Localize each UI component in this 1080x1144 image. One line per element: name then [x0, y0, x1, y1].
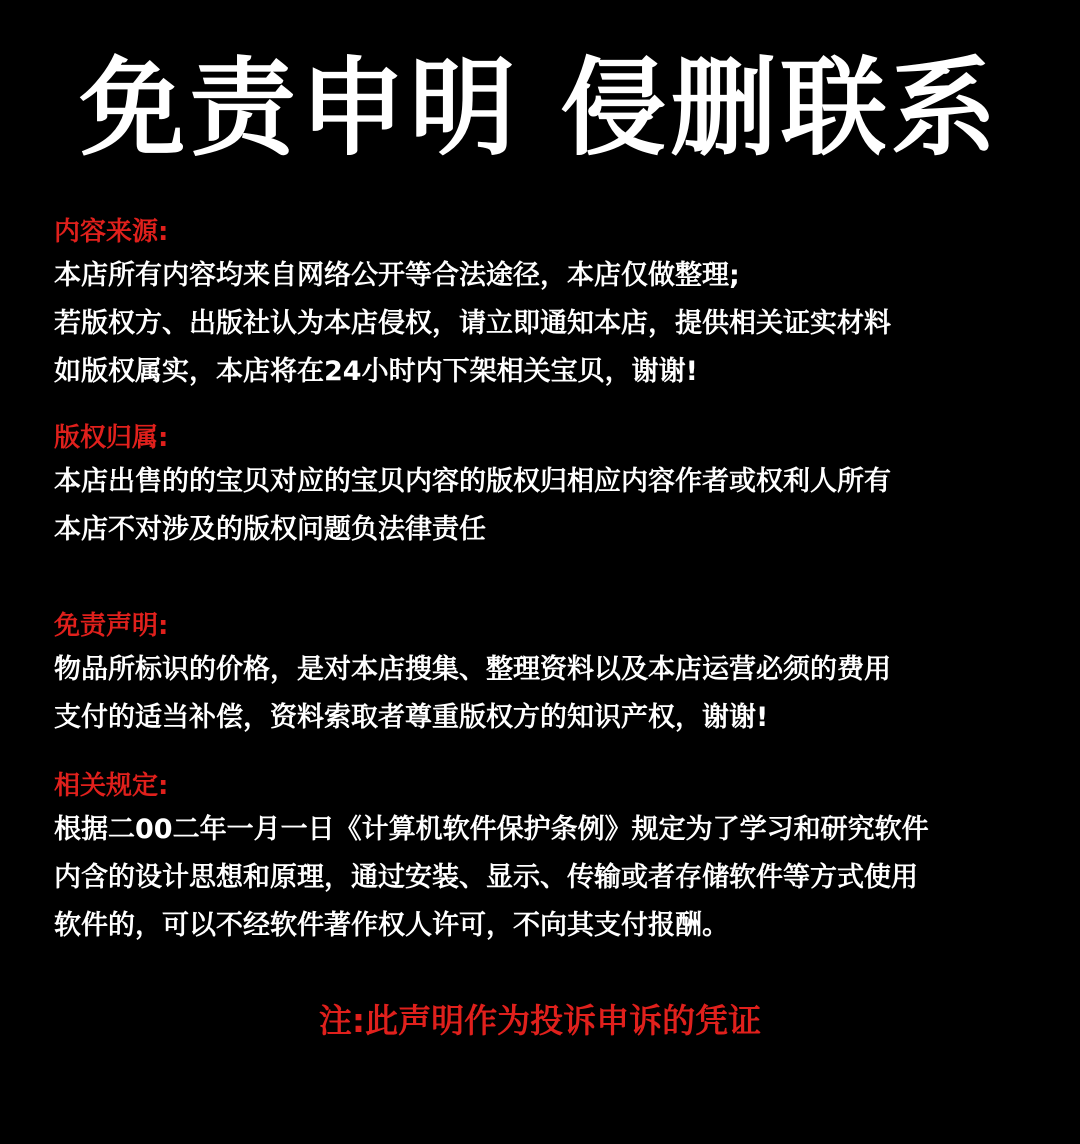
section-heading: 相关规定: [54, 771, 169, 801]
section-line: 根据二00二年一月一日《计算机软件保护条例》规定为了学习和研究软件 [54, 814, 929, 845]
section-line: 内含的设计思想和原理，通过安装、显示、传输或者存储软件等方式使用 [54, 862, 918, 893]
section-copyright [54, 418, 1064, 554]
section-disclaimer [54, 606, 1064, 742]
section-line: 支付的适当补偿，资料索取者尊重版权方的知识产权，谢谢! [54, 702, 769, 733]
section-line: 若版权方、出版社认为本店侵权，请立即通知本店，提供相关证实材料 [54, 308, 891, 339]
section-line: 软件的，可以不经软件著作权人许可，不向其支付报酬。 [54, 910, 729, 941]
page-title: 免责申明 侵删联系 [79, 47, 1001, 170]
section-regulations [54, 766, 1064, 950]
section-heading: 版权归属: [54, 423, 169, 453]
section-heading: 内容来源: [54, 217, 169, 247]
section-line: 物品所标识的价格，是对本店搜集、整理资料以及本店运营必须的费用 [54, 654, 891, 685]
section-line: 如版权属实，本店将在24小时内下架相关宝贝，谢谢! [54, 356, 698, 387]
section-line: 本店所有内容均来自网络公开等合法途径，本店仅做整理; [54, 260, 740, 291]
section-line: 本店出售的的宝贝对应的宝贝内容的版权归相应内容作者或权利人所有 [54, 466, 891, 497]
section-line: 本店不对涉及的版权问题负法律责任 [54, 514, 486, 545]
footer-note: 注:此声明作为投诉申诉的凭证 [318, 1001, 762, 1040]
section-heading: 免责声明: [54, 611, 169, 641]
section-content-source [54, 212, 1064, 396]
